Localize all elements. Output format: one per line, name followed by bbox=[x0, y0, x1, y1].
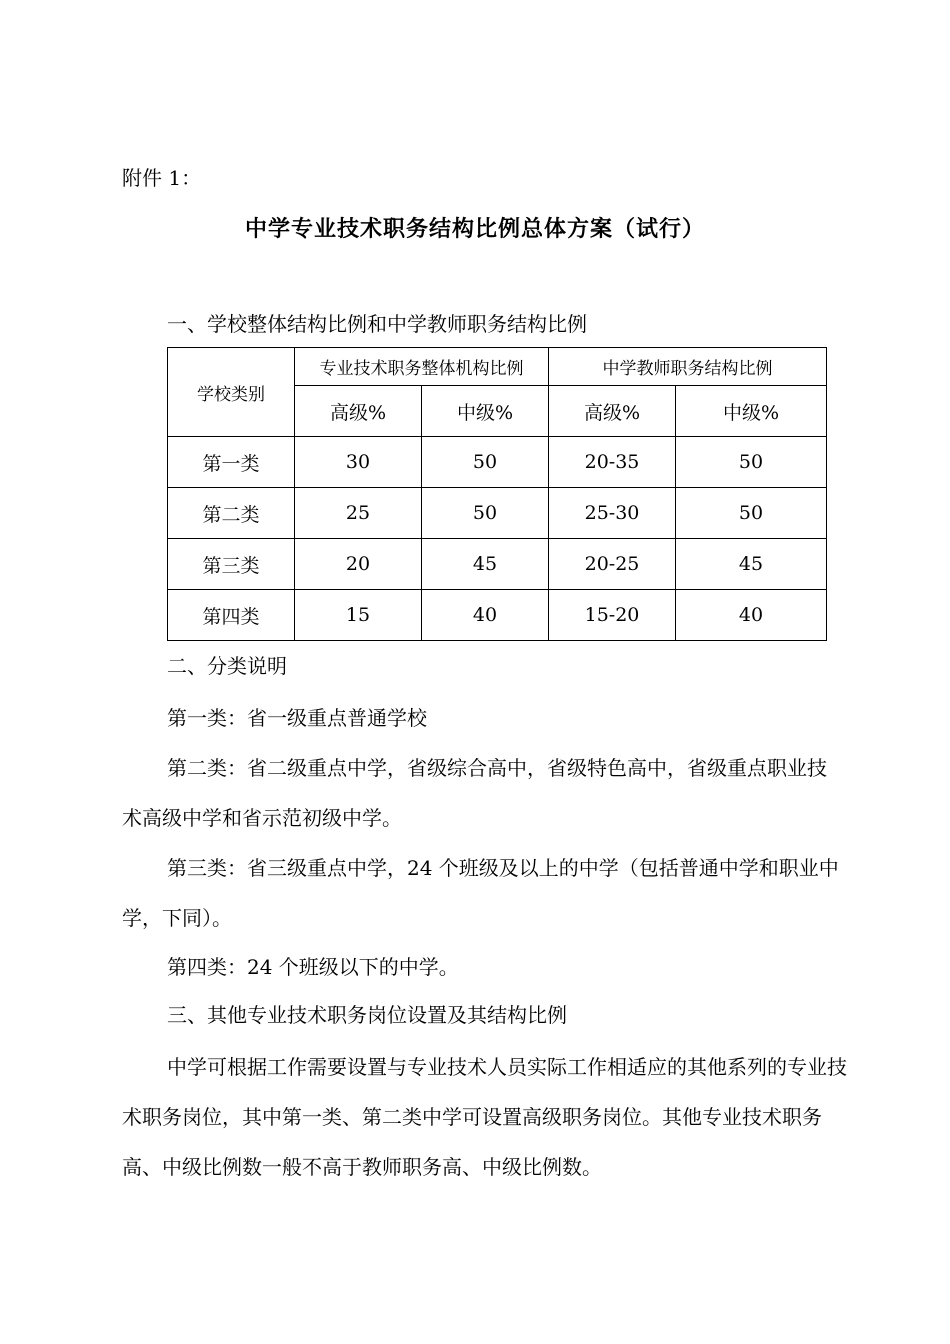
table-header-row bbox=[168, 348, 827, 386]
table-cell: 40 bbox=[676, 590, 827, 641]
school-category-header: 学校类别 bbox=[168, 348, 295, 437]
table-cell: 20 bbox=[295, 539, 422, 590]
table-row bbox=[168, 488, 827, 539]
attachment-label: 附件 1： bbox=[122, 166, 202, 190]
category-3-description: 第三类：省三级重点中学，24 个班级及以上的中学（包括普通中学和职业中学，下同）。 bbox=[122, 856, 839, 930]
ratio-table bbox=[167, 347, 827, 641]
intermediate-percent-header: 中级% bbox=[676, 386, 827, 437]
table-cell: 45 bbox=[422, 539, 549, 590]
category-2-description: 第二类：省二级重点中学，省级综合高中，省级特色高中，省级重点职业技术高级中学和省示范初级中学。 bbox=[122, 756, 827, 830]
table-cell: 50 bbox=[676, 437, 827, 488]
table-row bbox=[168, 437, 827, 488]
category-4-description: 第四类：24 个班级以下的中学。 bbox=[167, 955, 459, 979]
other-positions-paragraph: 中学可根据工作需要设置与专业技术人员实际工作相适应的其他系列的专业技术职务岗位，其中第一类、第二类中学可设置高级职务岗位。其他专业技术职务高、中级比例数一般不高于教师职务高、中级比例数。 bbox=[122, 1055, 847, 1179]
category-1-description: 第一类：省一级重点普通学校 bbox=[167, 706, 427, 730]
table-cell: 50 bbox=[676, 488, 827, 539]
category-cell: 第一类 bbox=[168, 437, 295, 488]
table-cell: 45 bbox=[676, 539, 827, 590]
table-row bbox=[168, 539, 827, 590]
category-cell: 第二类 bbox=[168, 488, 295, 539]
section-2-heading: 二、分类说明 bbox=[167, 654, 287, 678]
senior-percent-header: 高级% bbox=[295, 386, 422, 437]
overall-ratio-header: 专业技术职务整体机构比例 bbox=[295, 348, 549, 386]
table-cell: 25 bbox=[295, 488, 422, 539]
table-cell: 15 bbox=[295, 590, 422, 641]
section-1-heading: 一、学校整体结构比例和中学教师职务结构比例 bbox=[167, 312, 587, 336]
table-cell: 50 bbox=[422, 488, 549, 539]
table-cell: 20-35 bbox=[549, 437, 676, 488]
document-title: 中学专业技术职务结构比例总体方案（试行） bbox=[244, 217, 705, 242]
table-cell: 50 bbox=[422, 437, 549, 488]
section-3-heading: 三、其他专业技术职务岗位设置及其结构比例 bbox=[167, 1003, 567, 1027]
table-cell: 25-30 bbox=[549, 488, 676, 539]
senior-percent-header: 高级% bbox=[549, 386, 676, 437]
intermediate-percent-header: 中级% bbox=[422, 386, 549, 437]
table-row bbox=[168, 590, 827, 641]
table-cell: 30 bbox=[295, 437, 422, 488]
table-cell: 15-20 bbox=[549, 590, 676, 641]
table-cell: 20-25 bbox=[549, 539, 676, 590]
table-cell: 40 bbox=[422, 590, 549, 641]
teacher-ratio-header: 中学教师职务结构比例 bbox=[549, 348, 827, 386]
category-cell: 第四类 bbox=[168, 590, 295, 641]
category-cell: 第三类 bbox=[168, 539, 295, 590]
